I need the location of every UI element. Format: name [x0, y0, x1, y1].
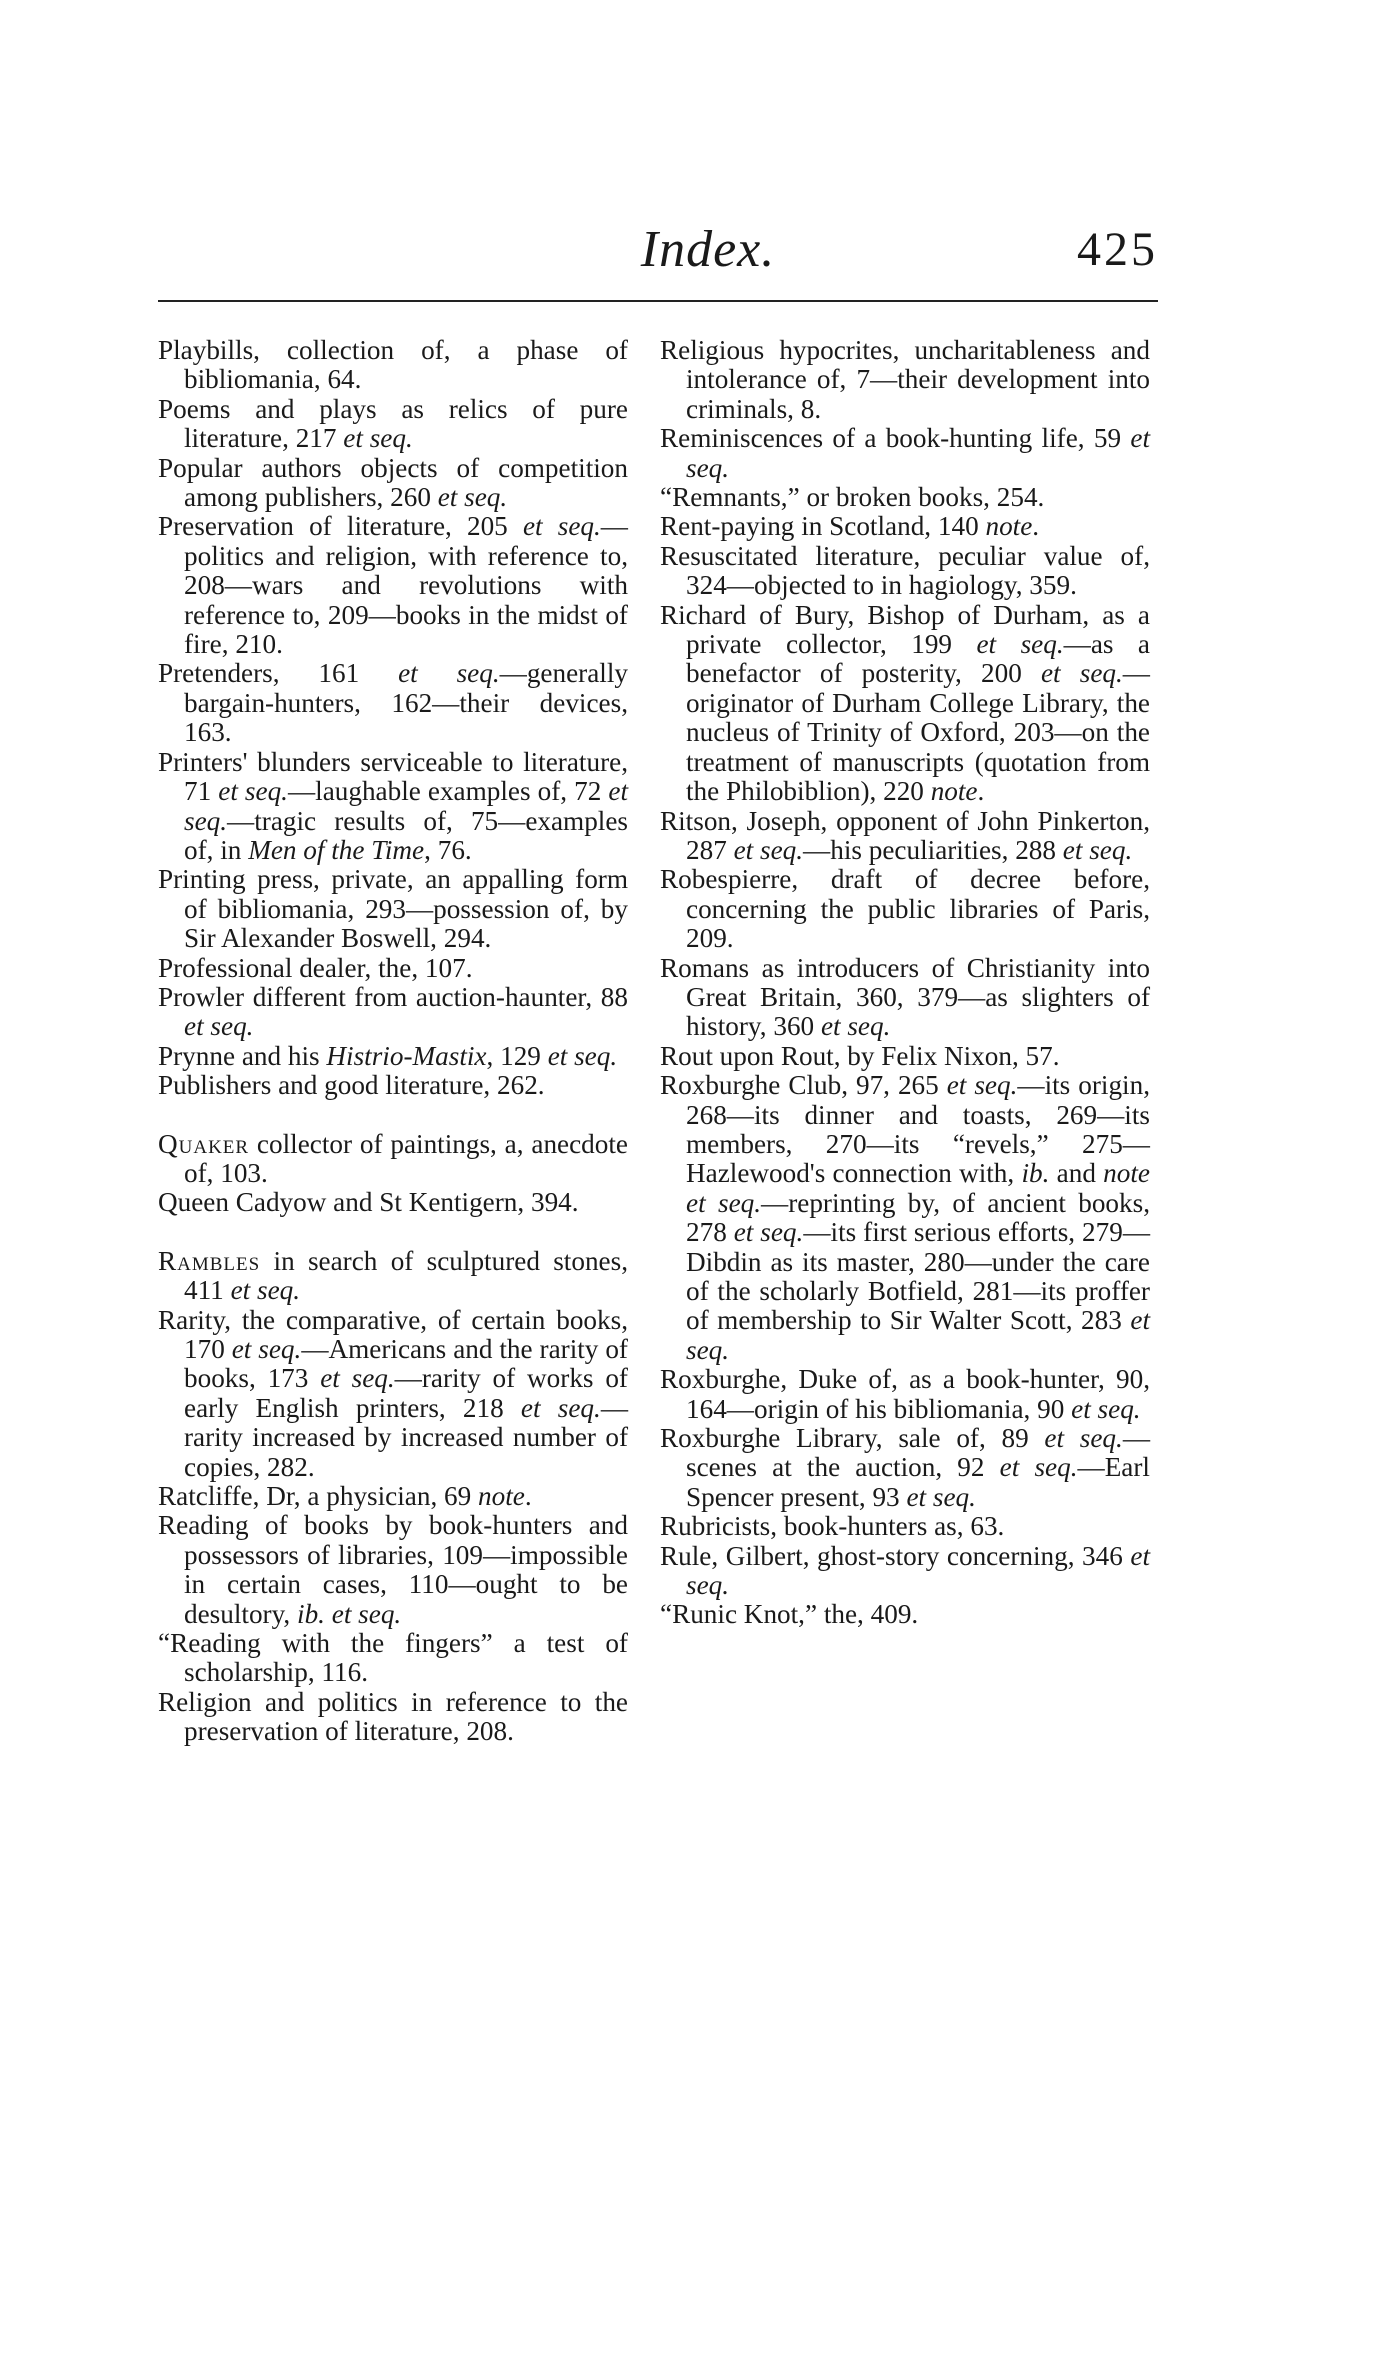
section-gap: [158, 1101, 628, 1130]
index-entry: [158, 1247, 628, 1306]
index-entry: [158, 1188, 628, 1217]
index-entry-text: Popular authors objects of competition among publishers, 260 et seq.: [158, 452, 628, 513]
index-entry-text: Printers' blunders serviceable to literature, 71 et seq.—laughable examples of, 72 et seq.—tragic results of, 75—examples of, in Men of the Time, 76.: [158, 746, 628, 865]
index-entry: [660, 1042, 1150, 1071]
index-entry: [158, 336, 628, 395]
index-entry-text: Pretenders, 161 et seq.—generally bargain-hunters, 162—their devices, 163.: [158, 658, 628, 748]
index-entry: [660, 601, 1150, 807]
index-entry: [158, 1071, 628, 1100]
index-entry: [158, 748, 628, 866]
index-entry-text: Ritson, Joseph, opponent of John Pinkerton, 287 et seq.—his peculiarities, 288 et seq.: [660, 805, 1150, 865]
index-entry: [660, 512, 1150, 541]
index-entry: [660, 954, 1150, 1042]
index-entry-text: Robespierre, draft of decree before, concerning the public libraries of Paris, 209.: [660, 864, 1150, 954]
running-head: [158, 210, 1158, 290]
index-entry-text: Roxburghe Library, sale of, 89 et seq.—scenes at the auction, 92 et seq.—Earl Spencer present, 93 et seq.: [660, 1423, 1150, 1512]
index-entry-text: Queen Cadyow and St Kentigern, 394.: [158, 1187, 579, 1218]
index-entry-text: Rule, Gilbert, ghost-story concerning, 346 et seq.: [660, 1540, 1150, 1601]
index-column-left: [158, 336, 628, 1747]
index-entry-text: Rarity, the comparative, of certain books, 170 et seq.—Americans and the rarity of books, 173 et seq.—rarity of works of early English printers, 218 et seq.—rarity increased by increased number of copies, 282.: [158, 1304, 628, 1482]
index-entry-text: Professional dealer, the, 107.: [158, 952, 473, 983]
index-entry-text: Romans as introducers of Christianity into Great Britain, 360, 379—as slighters of history, 360 et seq.: [660, 952, 1150, 1042]
index-entry: [158, 1042, 628, 1071]
index-entry: [660, 424, 1150, 483]
index-entry-text: Religion and politics in reference to the preservation of literature, 208.: [158, 1686, 628, 1747]
index-entry: [158, 1629, 628, 1688]
index-entry: [660, 807, 1150, 866]
index-entry-text: in search of sculptured stones, 411 et seq.: [184, 1245, 628, 1306]
index-entry: [158, 865, 628, 953]
index-entry-text: Reminiscences of a book-hunting life, 59 et seq.: [660, 423, 1150, 483]
index-entry: [158, 1130, 628, 1189]
index-entry-text: collector of paintings, a, anecdote of, 103.: [184, 1128, 628, 1188]
index-entry: [158, 454, 628, 513]
index-entry-text: Printing press, private, an appalling form of bibliomania, 293—possession of, by Sir Alexander Boswell, 294.: [158, 864, 628, 954]
index-entry: [158, 659, 628, 747]
index-entry: [158, 1306, 628, 1482]
index-entry: [660, 865, 1150, 953]
page-number: 425: [1077, 223, 1158, 276]
section-gap: [158, 1218, 628, 1247]
index-entry-text: Richard of Bury, Bishop of Durham, as a private collector, 199 et seq.—as a benefactor of posterity, 200 et seq.—originator of Durham College Library, the nucleus of Trinity of Oxford, 203—on the treatment of manuscripts (quotation from the Philobiblion), 220 note.: [660, 599, 1150, 807]
page-title: Index.: [640, 221, 776, 278]
index-entry-text: Resuscitated literature, peculiar value of, 324—objected to in hagiology, 359.: [660, 540, 1150, 601]
index-entry: [660, 336, 1150, 424]
index-entry: [158, 1482, 628, 1511]
index-entry: [660, 483, 1150, 512]
header-rule: [158, 300, 1158, 302]
index-entry: [660, 1600, 1150, 1629]
index-entry-text: Religious hypocrites, uncharitableness and intolerance of, 7—their development into criminals, 8.: [660, 335, 1150, 424]
index-entry: [158, 1688, 628, 1747]
index-entry-text: Rout upon Rout, by Felix Nixon, 57.: [660, 1040, 1060, 1071]
index-entry: [660, 1365, 1150, 1424]
index-entry: [660, 1424, 1150, 1512]
index-entry-text: Publishers and good literature, 262.: [158, 1070, 545, 1101]
index-entry: [660, 542, 1150, 601]
section-lead-word: Quaker: [158, 1128, 250, 1159]
index-entry: [158, 983, 628, 1042]
index-entry-text: Poems and plays as relics of pure literature, 217 et seq.: [158, 393, 628, 454]
index-entry: [158, 1511, 628, 1629]
index-column-right: [660, 336, 1150, 1630]
index-entry-text: Prowler different from auction-haunter, 88 et seq.: [158, 981, 628, 1042]
index-entry-text: Prynne and his Histrio-Mastix, 129 et seq.: [158, 1040, 618, 1071]
index-entry-text: Roxburghe, Duke of, as a book-hunter, 90, 164—origin of his bibliomania, 90 et seq.: [660, 1364, 1150, 1424]
index-entry-text: “Runic Knot,” the, 409.: [660, 1599, 919, 1630]
index-entry-text: Playbills, collection of, a phase of bibliomania, 64.: [158, 335, 628, 395]
index-entry-text: “Remnants,” or broken books, 254.: [660, 482, 1045, 513]
index-entry-text: Rubricists, book-hunters as, 63.: [660, 1511, 1005, 1542]
section-lead-word: Rambles: [158, 1245, 261, 1276]
index-entry-text: Reading of books by book-hunters and possessors of libraries, 109—impossible in certain cases, 110—ought to be desultory, ib. et seq.: [158, 1510, 628, 1629]
index-entry-text: Preservation of literature, 205 et seq.—politics and religion, with reference to, 208—wars and revolutions with reference to, 209—books in the midst of fire, 210.: [158, 511, 628, 660]
index-entry-text: Roxburghe Club, 97, 265 et seq.—its origin, 268—its dinner and toasts, 269—its members, 270—its “revels,” 275—Hazlewood's connection with, ib. and note et seq.—reprinting by, of ancient books, 278 et seq.—its first serious efforts, 279—Dibdin as its master, 280—under the care of the scholarly Botfield, 281—its proffer of membership to Sir Walter Scott, 283 et seq.: [660, 1070, 1150, 1365]
index-entry: [158, 395, 628, 454]
index-entry-text: Ratcliffe, Dr, a physician, 69 note.: [158, 1481, 532, 1512]
index-entry: [158, 954, 628, 983]
index-entry: [660, 1542, 1150, 1601]
index-entry: [660, 1512, 1150, 1541]
index-entry: [158, 512, 628, 659]
index-entry: [660, 1071, 1150, 1365]
index-entry-text: “Reading with the fingers” a test of scholarship, 116.: [158, 1628, 628, 1688]
index-entry-text: Rent-paying in Scotland, 140 note.: [660, 511, 1040, 542]
